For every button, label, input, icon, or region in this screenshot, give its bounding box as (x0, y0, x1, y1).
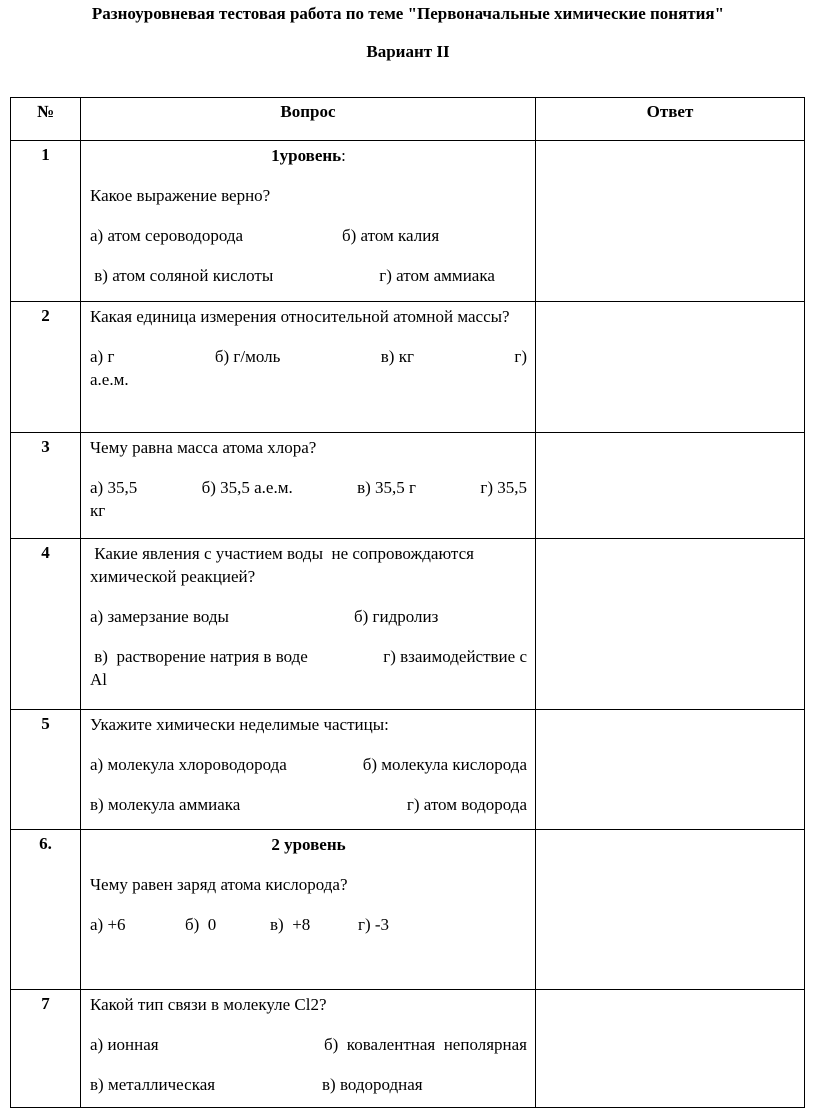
question-text: Какое выражение верно? (90, 186, 271, 205)
options-line: а) атом сероводорода б) атом калия (90, 226, 440, 245)
table-row (11, 990, 805, 1108)
table-row (11, 141, 805, 302)
question-cell (81, 539, 536, 710)
options-line: а) замерзание воды б) гидролиз (90, 607, 439, 626)
test-table (10, 97, 805, 1108)
options-line: а) +6 б) 0 в) +8 г) -3 (90, 915, 390, 934)
question-cell (81, 830, 536, 990)
answer-cell[interactable] (536, 990, 805, 1108)
table-row (11, 539, 805, 710)
document-title: Разноуровневая тестовая работа по теме "Первоначальные химические понятия" (91, 4, 725, 23)
level-heading: 1уровень: (271, 146, 346, 165)
options-line: а) молекула хлороводорода б) молекула кислорода (90, 755, 527, 774)
row-number: 6. (11, 830, 81, 990)
options-line: Al (90, 670, 107, 689)
options-line: а) 35,5 б) 35,5 а.е.м. в) 35,5 г г) 35,5 (90, 478, 527, 497)
options-line: а.е.м. (90, 370, 129, 389)
row-number: 3 (11, 433, 81, 539)
question-text: Какая единица измерения относительной атомной массы? (90, 307, 510, 326)
options-line: а) г б) г/моль в) кг г) (90, 347, 527, 366)
options-line: в) металлическая в) водородная (90, 1075, 423, 1094)
options-line: кг (90, 501, 106, 520)
row-number: 2 (11, 302, 81, 433)
answer-cell[interactable] (536, 302, 805, 433)
question-text: Укажите химически неделимые частицы: (90, 715, 389, 734)
question-text: Чему равен заряд атома кислорода? (90, 875, 348, 894)
header-answer: Ответ (536, 98, 805, 141)
row-number: 7 (11, 990, 81, 1108)
header-question: Вопрос (81, 98, 536, 141)
row-number: 5 (11, 710, 81, 830)
table-row (11, 710, 805, 830)
options-line: а) ионная б) ковалентная неполярная (90, 1035, 527, 1054)
header-num: № (11, 98, 81, 141)
question-cell (81, 710, 536, 830)
answer-cell[interactable] (536, 710, 805, 830)
level-heading: 2 уровень (271, 835, 346, 854)
answer-cell[interactable] (536, 830, 805, 990)
question-cell (81, 141, 536, 302)
answer-cell[interactable] (536, 433, 805, 539)
options-line: в) растворение натрия в воде г) взаимодействие с (90, 647, 527, 666)
variant-heading: Вариант II (366, 42, 450, 61)
answer-cell[interactable] (536, 141, 805, 302)
table-row (11, 830, 805, 990)
question-cell (81, 302, 536, 433)
table-row (11, 302, 805, 433)
question-cell (81, 990, 536, 1108)
table-row (11, 433, 805, 539)
row-number: 4 (11, 539, 81, 710)
options-line: в) атом соляной кислоты г) атом аммиака (94, 266, 495, 285)
question-text: Какой тип связи в молекуле Cl2? (90, 995, 327, 1014)
question-text: Какие явления с участием воды не сопровождаются химической реакцией? (90, 544, 479, 586)
answer-cell[interactable] (536, 539, 805, 710)
question-cell (81, 433, 536, 539)
row-number: 1 (11, 141, 81, 302)
question-text: Чему равна масса атома хлора? (90, 438, 317, 457)
options-line: в) молекула аммиака г) атом водорода (90, 795, 527, 814)
table-header-row (11, 98, 805, 141)
